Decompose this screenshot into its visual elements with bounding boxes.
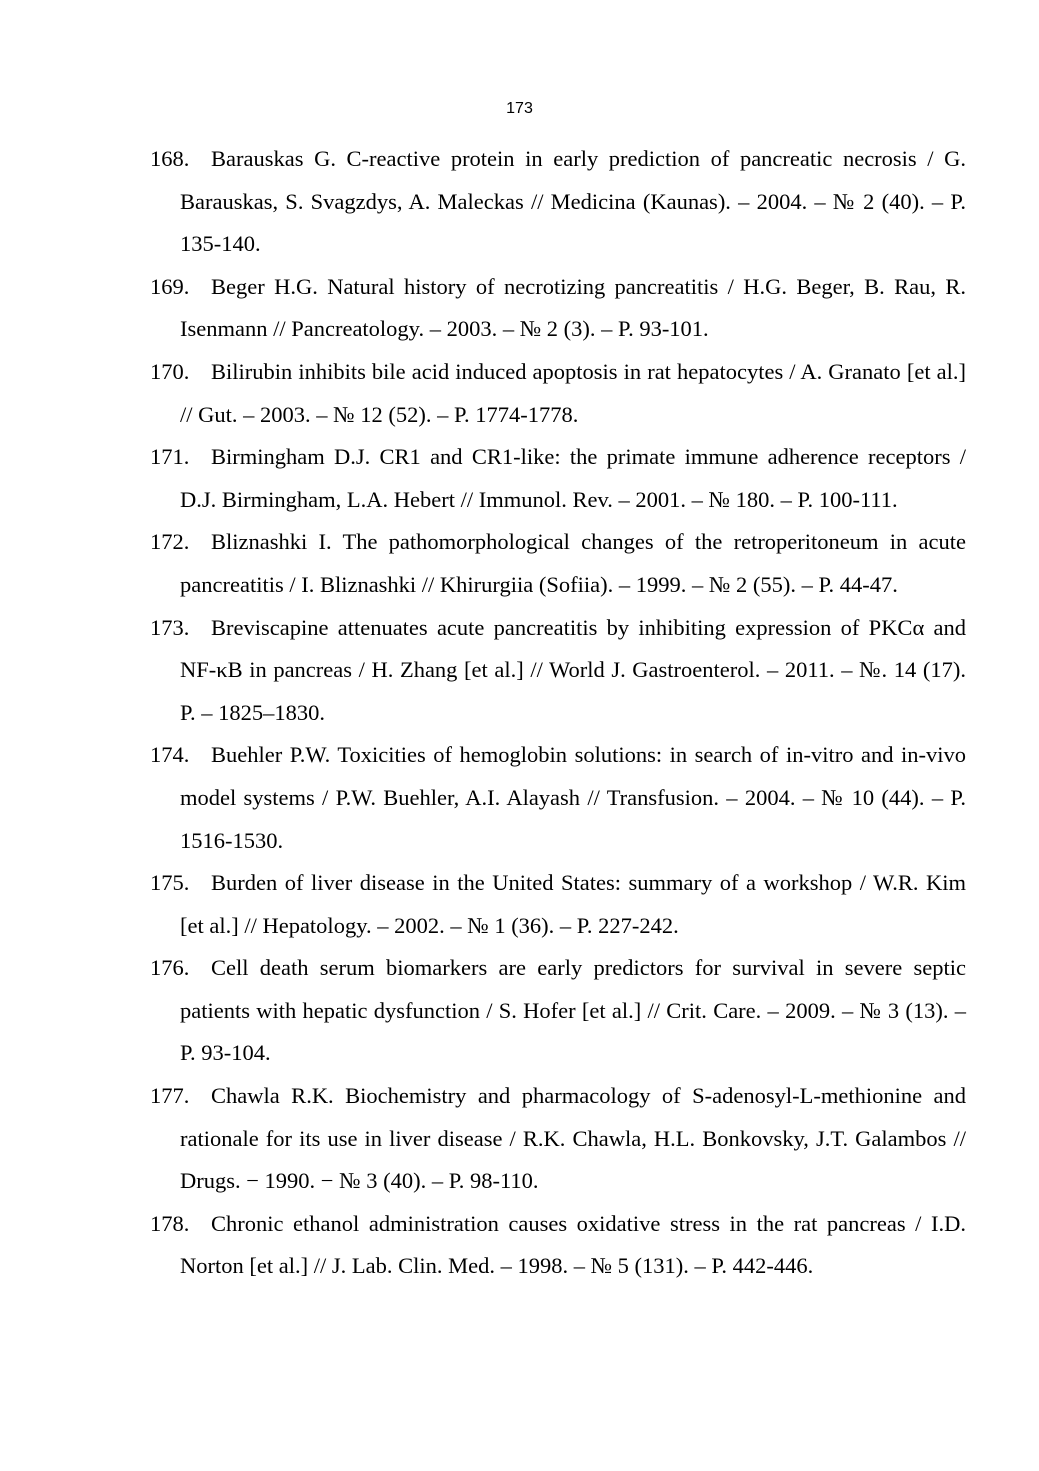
reference-text: Bliznashki I. The pathomorphological changes of the retroperitoneum in acute pancreatitis / I. Bliznashki // Khirurgiia (Sofiia). – 1999. – № 2 (55). – P. 44-47. (180, 529, 966, 597)
reference-item (150, 607, 966, 735)
reference-number: 170. (150, 358, 190, 384)
reference-item (150, 138, 966, 266)
reference-number: 171. (150, 444, 190, 470)
reference-text: Barauskas G. C-reactive protein in early prediction of pancreatic necrosis / G. Barauskas, S. Svagzdys, A. Maleckas // Medicina (Kaunas). – 2004. – № 2 (40). – P. 135-140. (180, 146, 966, 257)
page-number: 173 (506, 100, 533, 117)
reference-number: 173. (150, 614, 190, 640)
reference-item (150, 351, 966, 436)
reference-list (150, 138, 966, 1288)
reference-number: 172. (150, 529, 190, 555)
reference-text: Cell death serum biomarkers are early predictors for survival in severe septic patients with hepatic dysfunction / S. Hofer [et al.] // Crit. Care. – 2009. – № 3 (13). – P. 93-104. (180, 955, 966, 1066)
reference-text: Beger H.G. Natural history of necrotizing pancreatitis / H.G. Beger, B. Rau, R. Isenmann // Pancreatology. – 2003. – № 2 (3). – P. 93-101. (180, 273, 966, 342)
reference-item (150, 734, 966, 862)
reference-item (150, 521, 966, 606)
reference-item (150, 436, 966, 521)
reference-text: Breviscapine attenuates acute pancreatitis by inhibiting expression of PKCα and NF-κB in pancreas / H. Zhang [et al.] // World J. Gastroenterol. – 2011. – №. 14 (17). P. – 1825–1830. (180, 614, 966, 725)
reference-item (150, 1203, 966, 1288)
reference-text: Buehler P.W. Toxicities of hemoglobin solutions: in search of in-vitro and in-vivo model systems / P.W. Buehler, A.I. Alayash // Transfusion. – 2004. – № 10 (44). – P. 1516-1530. (180, 742, 966, 853)
reference-text: Burden of liver disease in the United States: summary of a workshop / W.R. Kim [et al.] // Hepatology. – 2002. – № 1 (36). – P. 227-242. (180, 870, 966, 938)
reference-item (150, 862, 966, 947)
reference-number: 175. (150, 870, 190, 896)
reference-item (150, 947, 966, 1075)
reference-item (150, 266, 966, 351)
reference-number: 174. (150, 742, 190, 768)
reference-text: Birmingham D.J. CR1 and CR1-like: the primate immune adherence receptors / D.J. Birmingham, L.A. Hebert // Immunol. Rev. – 2001. – № 180. – P. 100-111. (180, 444, 966, 512)
reference-number: 169. (150, 273, 190, 299)
reference-text: Chronic ethanol administration causes oxidative stress in the rat pancreas / I.D. Norton [et al.] // J. Lab. Clin. Med. – 1998. – № 5 (131). – P. 442-446. (180, 1210, 966, 1279)
reference-text: Bilirubin inhibits bile acid induced apoptosis in rat hepatocytes / A. Granato [et al.] // Gut. – 2003. – № 12 (52). – P. 1774-1778. (180, 358, 966, 427)
reference-number: 178. (150, 1210, 190, 1236)
reference-number: 177. (150, 1083, 190, 1109)
reference-item (150, 1075, 966, 1203)
reference-number: 176. (150, 955, 190, 981)
reference-text: Chawla R.K. Biochemistry and pharmacology of S-adenosyl-L-methionine and rationale for its use in liver disease / R.K. Chawla, H.L. Bonkovsky, J.T. Galambos // Drugs. − 1990. − № 3 (40). – P. 98-110. (180, 1083, 966, 1194)
reference-number: 168. (150, 146, 190, 171)
